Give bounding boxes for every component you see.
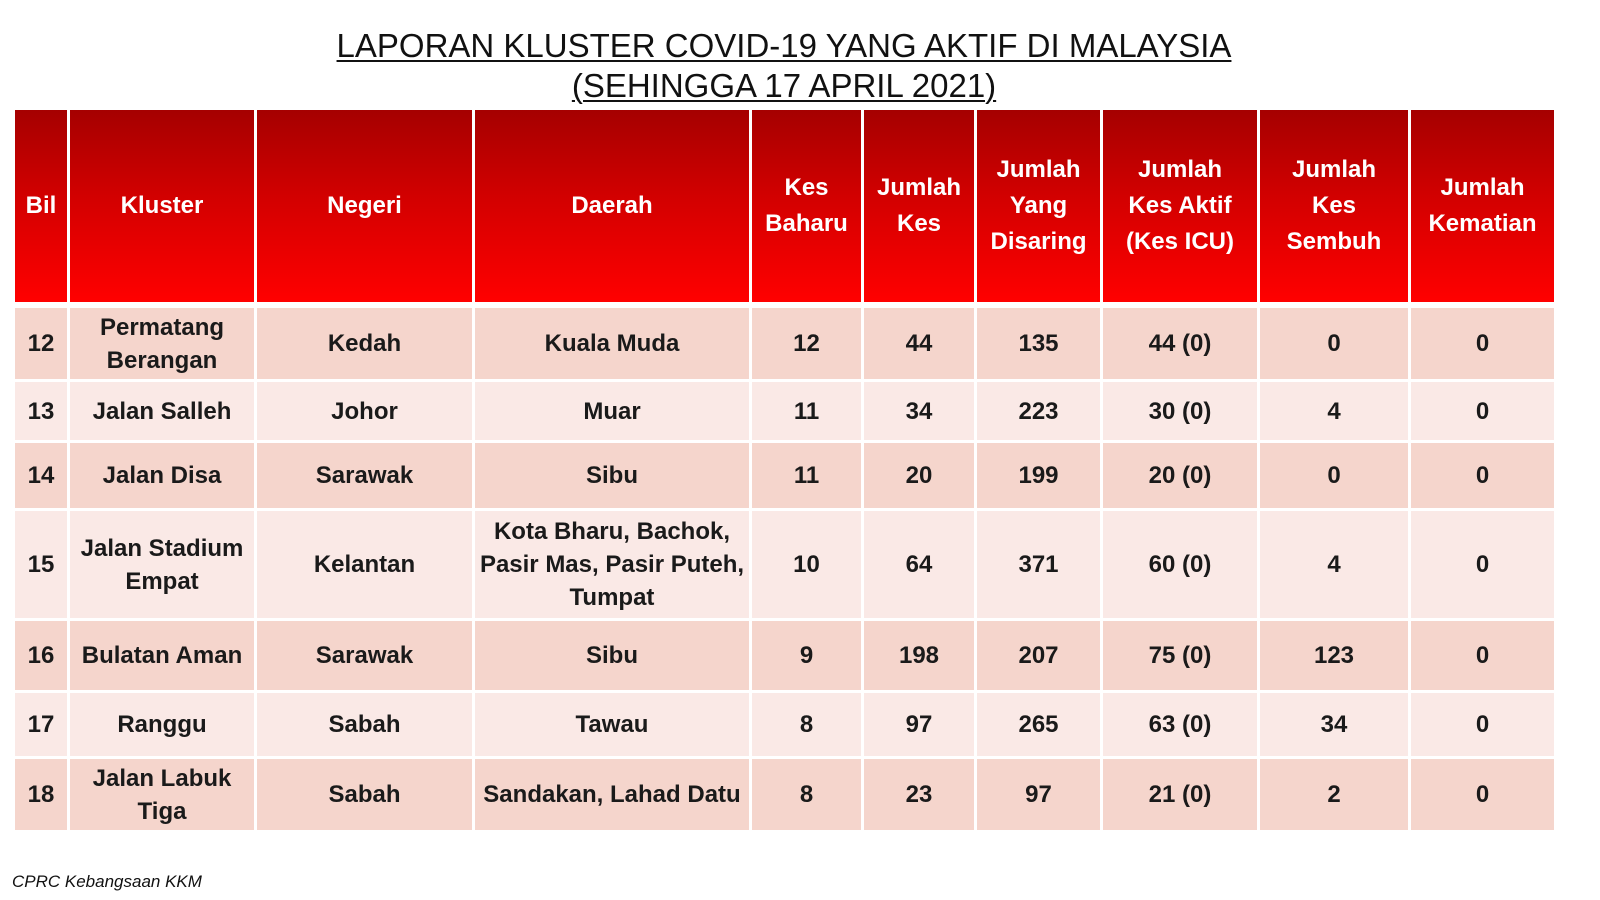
cell-text-line: 16 [27, 642, 55, 669]
cell-text-line: 20 (0) [1148, 462, 1212, 489]
cell-text-line: 10 [793, 551, 820, 578]
cell-text-line: (Kes ICU) [1125, 228, 1234, 255]
cell-text-line: Muar [583, 397, 641, 425]
table-row [15, 382, 1554, 443]
cell-text-line: 20 [905, 462, 933, 489]
cell-text-line: Pasir Mas, Pasir Puteh, [479, 551, 745, 578]
cell-jumlah-kes [864, 382, 977, 443]
title-line-1: LAPORAN KLUSTER COVID-19 YANG AKTIF DI MALAYSIA [336, 27, 1232, 64]
cell-text-line: Bil [25, 192, 57, 219]
column-header-jumlah-kes [864, 110, 977, 308]
cell-jumlah-kes [864, 308, 977, 382]
table-row [15, 621, 1554, 693]
cell-text-line: Kes [896, 210, 942, 237]
cell-text-line: 265 [1018, 711, 1059, 738]
cell-daerah [475, 443, 752, 511]
cell-jumlah-kematian [1411, 511, 1554, 621]
cell-text-line: Negeri [327, 192, 402, 219]
table-row [15, 308, 1554, 382]
cell-text-line: Sabah [328, 781, 401, 808]
cell-jumlah-kes [864, 759, 977, 833]
cell-text-line: 60 (0) [1148, 551, 1212, 578]
cell-text-line: Berangan [106, 346, 218, 374]
cell-text-line: Jalan Salleh [92, 397, 232, 425]
cell-text-line: 0 [1327, 462, 1341, 489]
cell-text-line: Kes Aktif [1128, 192, 1232, 219]
cell-text-line: Sandakan, Lahad Datu [483, 781, 741, 808]
cell-text-line: Jalan Stadium [80, 534, 244, 562]
cell-kes-baharu [752, 511, 864, 621]
cell-text-line: 13 [27, 397, 55, 425]
cell-text-line: Kelantan [313, 551, 416, 578]
cell-jumlah-kes-aktif [1103, 511, 1260, 621]
cell-text-line: 18 [27, 781, 55, 808]
cell-jumlah-sembuh [1260, 443, 1411, 511]
table-row [15, 759, 1554, 833]
cell-text-line: 223 [1018, 397, 1059, 425]
cell-text-line: 34 [1320, 711, 1348, 738]
cell-jumlah-kes-aktif [1103, 759, 1260, 833]
cell-negeri [257, 382, 475, 443]
cell-text-line: 12 [793, 330, 820, 357]
cell-text-line: 11 [793, 397, 820, 425]
cell-daerah [475, 621, 752, 693]
cell-kes-baharu [752, 308, 864, 382]
cell-text-line: Kuala Muda [544, 330, 680, 357]
column-header-jumlah-kes-aktif [1103, 110, 1260, 308]
cell-text-line: 9 [799, 642, 814, 669]
column-header-negeri [257, 110, 475, 308]
cell-text-line: 14 [27, 462, 55, 489]
column-header-daerah [475, 110, 752, 308]
cell-text-line: 34 [905, 397, 933, 425]
cell-jumlah-disaring [977, 382, 1103, 443]
cell-text-line: Ranggu [117, 711, 207, 738]
cell-text-line: Baharu [765, 210, 848, 237]
cell-text-line: Sibu [586, 642, 638, 669]
cell-text-line: Tawau [575, 711, 649, 738]
cell-kes-baharu [752, 382, 864, 443]
cell-negeri [257, 308, 475, 382]
column-header-bil [15, 110, 70, 308]
cell-kluster [70, 693, 257, 759]
cluster-table [15, 110, 1554, 833]
cell-text-line: Kematian [1428, 210, 1537, 237]
cell-text-line: Disaring [990, 228, 1087, 255]
cell-daerah [475, 693, 752, 759]
table-row [15, 693, 1554, 759]
cell-jumlah-kes [864, 621, 977, 693]
cell-daerah [475, 759, 752, 833]
cell-jumlah-kes [864, 511, 977, 621]
cell-daerah [475, 511, 752, 621]
table-row [15, 443, 1554, 511]
cell-text-line: 97 [1025, 781, 1052, 808]
source-footer: CPRC Kebangsaan KKM [12, 872, 202, 891]
cell-jumlah-disaring [977, 308, 1103, 382]
cell-text-line: 64 [905, 551, 933, 578]
cell-jumlah-sembuh [1260, 759, 1411, 833]
cell-bil [15, 621, 70, 693]
cell-text-line: 8 [799, 781, 814, 808]
cell-jumlah-kes-aktif [1103, 621, 1260, 693]
cell-text-line: Kes [784, 174, 829, 201]
cell-text-line: Sembuh [1286, 228, 1382, 255]
cell-negeri [257, 621, 475, 693]
cell-bil [15, 759, 70, 833]
cell-jumlah-kes-aktif [1103, 308, 1260, 382]
column-header-jumlah-kematian [1411, 110, 1554, 308]
cell-text-line: Jalan Disa [102, 462, 222, 489]
cell-text-line: 0 [1475, 781, 1490, 808]
cell-negeri [257, 759, 475, 833]
cell-text-line: Jumlah [1291, 156, 1377, 183]
cell-negeri [257, 443, 475, 511]
cell-jumlah-kematian [1411, 443, 1554, 511]
cell-text-line: 0 [1475, 551, 1490, 578]
cell-text-line: Jumlah [996, 156, 1081, 183]
cell-kluster [70, 759, 257, 833]
cell-kluster [70, 443, 257, 511]
cell-jumlah-disaring [977, 443, 1103, 511]
cell-kluster [70, 511, 257, 621]
cell-text-line: 21 (0) [1148, 781, 1212, 808]
column-header-jumlah-sembuh [1260, 110, 1411, 308]
cell-jumlah-disaring [977, 759, 1103, 833]
cell-text-line: 2 [1327, 781, 1341, 808]
cell-text-line: 12 [27, 330, 55, 357]
cell-text-line: Yang [1009, 192, 1068, 219]
cell-jumlah-kematian [1411, 621, 1554, 693]
cell-text-line: 11 [793, 462, 820, 489]
cell-bil [15, 693, 70, 759]
column-header-kes-baharu [752, 110, 864, 308]
cell-jumlah-sembuh [1260, 308, 1411, 382]
cell-text-line: 63 (0) [1148, 711, 1212, 738]
cell-jumlah-disaring [977, 621, 1103, 693]
cell-text-line: 199 [1018, 462, 1059, 489]
cell-text-line: Kes [1311, 192, 1357, 219]
cell-jumlah-sembuh [1260, 621, 1411, 693]
cell-text-line: 44 (0) [1148, 330, 1212, 357]
cell-jumlah-sembuh [1260, 511, 1411, 621]
cell-text-line: 0 [1475, 711, 1490, 738]
cell-text-line: Tumpat [569, 584, 655, 611]
cell-text-line: 4 [1327, 397, 1341, 425]
column-header-kluster [70, 110, 257, 308]
cell-text-line: 15 [27, 551, 55, 578]
cell-jumlah-sembuh [1260, 382, 1411, 443]
cell-kes-baharu [752, 443, 864, 511]
cell-text-line: Jumlah [876, 174, 962, 201]
cell-jumlah-kes-aktif [1103, 382, 1260, 443]
cell-bil [15, 308, 70, 382]
cell-jumlah-kes-aktif [1103, 443, 1260, 511]
cell-daerah [475, 382, 752, 443]
table-header-row [15, 110, 1554, 308]
cell-text-line: 371 [1018, 551, 1059, 578]
cell-text-line: Bulatan Aman [81, 642, 243, 669]
cell-kluster [70, 308, 257, 382]
cell-jumlah-kematian [1411, 308, 1554, 382]
cell-bil [15, 511, 70, 621]
table-body [15, 308, 1554, 833]
cell-text-line: 75 (0) [1148, 642, 1212, 669]
report-title [0, 26, 1568, 106]
cell-jumlah-sembuh [1260, 693, 1411, 759]
cell-text-line: Sarawak [315, 642, 414, 669]
title-line-2: (SEHINGGA 17 APRIL 2021) [571, 67, 997, 104]
cell-text-line: 0 [1327, 330, 1341, 357]
cell-text-line: 0 [1475, 462, 1490, 489]
cell-text-line: 0 [1475, 330, 1490, 357]
cell-jumlah-kematian [1411, 693, 1554, 759]
cell-text-line: 17 [27, 711, 55, 738]
cell-text-line: Sarawak [315, 462, 414, 489]
cell-text-line: Sibu [586, 462, 638, 489]
cell-kes-baharu [752, 621, 864, 693]
cell-daerah [475, 308, 752, 382]
cell-bil [15, 443, 70, 511]
cell-negeri [257, 511, 475, 621]
cell-text-line: 30 (0) [1148, 397, 1212, 425]
cell-jumlah-kes [864, 443, 977, 511]
cell-text-line: 44 [905, 330, 933, 357]
cell-text-line: 135 [1018, 330, 1059, 357]
cell-jumlah-kematian [1411, 759, 1554, 833]
cell-text-line: Empat [125, 567, 199, 595]
cell-kluster [70, 621, 257, 693]
cell-text-line: 123 [1313, 642, 1355, 669]
cell-bil [15, 382, 70, 443]
column-header-jumlah-disaring [977, 110, 1103, 308]
cell-text-line: Daerah [571, 192, 653, 219]
cell-text-line: 4 [1327, 551, 1341, 578]
cell-text-line: 198 [898, 642, 940, 669]
cell-text-line: 207 [1018, 642, 1059, 669]
cell-text-line: 97 [905, 711, 933, 738]
cell-jumlah-disaring [977, 511, 1103, 621]
cell-text-line: 23 [905, 781, 933, 808]
cell-kes-baharu [752, 759, 864, 833]
cell-text-line: Johor [331, 397, 398, 425]
cell-kluster [70, 382, 257, 443]
cell-text-line: 0 [1475, 642, 1490, 669]
cell-text-line: Jumlah [1137, 156, 1223, 183]
cell-text-line: Tiga [137, 797, 187, 825]
cell-kes-baharu [752, 693, 864, 759]
cell-negeri [257, 693, 475, 759]
cell-jumlah-disaring [977, 693, 1103, 759]
cell-text-line: Kota Bharu, Bachok, [493, 518, 731, 545]
cell-text-line: Jumlah [1440, 174, 1525, 201]
cell-text-line: Kluster [120, 192, 204, 219]
cell-text-line: 8 [799, 711, 814, 738]
cell-jumlah-kematian [1411, 382, 1554, 443]
table-row [15, 511, 1554, 621]
cell-text-line: Permatang [99, 313, 225, 341]
cell-jumlah-kes-aktif [1103, 693, 1260, 759]
cell-text-line: Kedah [327, 330, 402, 357]
cell-text-line: Jalan Labuk [92, 764, 232, 792]
cell-text-line: Sabah [328, 711, 401, 738]
cell-text-line: 0 [1475, 397, 1490, 425]
cell-jumlah-kes [864, 693, 977, 759]
